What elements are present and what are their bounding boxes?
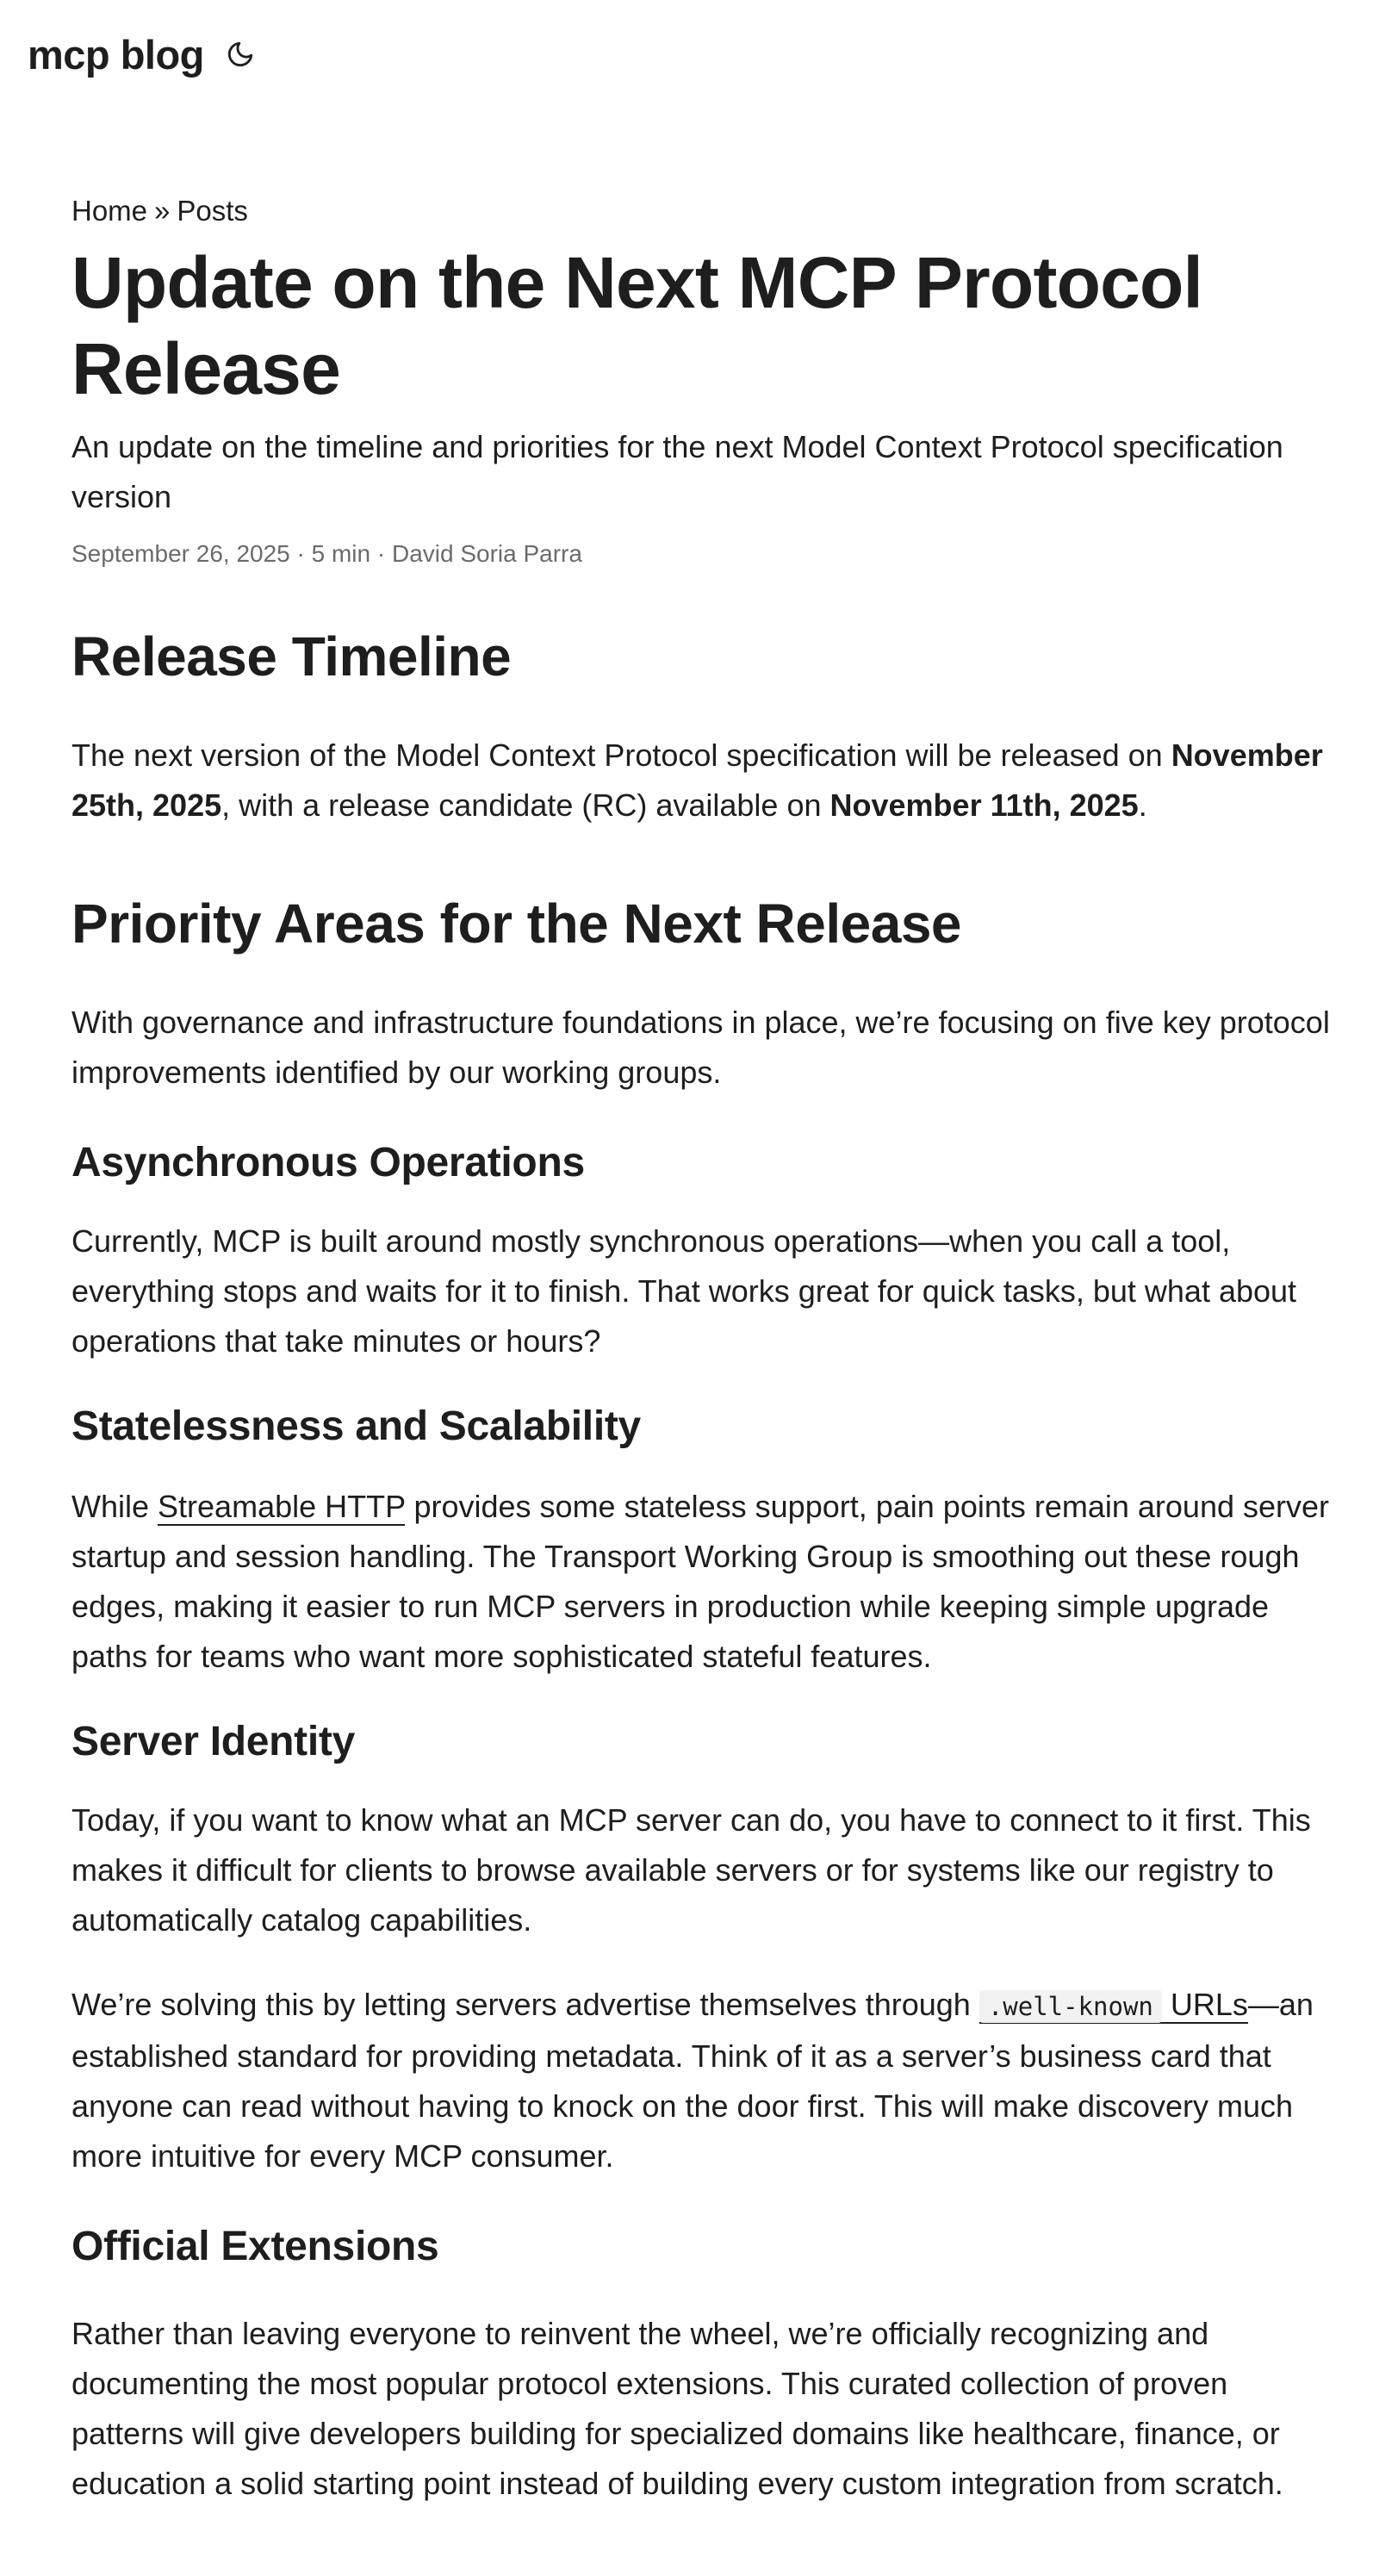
streamable-http-link[interactable]: Streamable HTTP <box>158 1489 406 1524</box>
post-meta: September 26, 2025 · 5 min · David Soria Parra <box>71 540 582 567</box>
breadcrumb <box>71 186 1346 236</box>
priority-areas-intro: With governance and infrastructure foundations in place, we’re focusing on five key protocol improvements identified by our working groups. <box>71 1005 1330 1090</box>
breadcrumb-home-link[interactable]: Home <box>71 195 148 227</box>
text-segment: provides some stateless support, pain points remain around server startup and session handling. The Transport Working Group is smoothing out these rough edges, making it easier to run MCP servers in production while keeping simple upgrade paths for teams who want more sophisticated stateful features. <box>71 1489 1330 1674</box>
text-segment: , with a release candidate (RC) available on <box>221 787 830 823</box>
site-header <box>28 24 258 84</box>
heading-release-timeline: Release Timeline <box>71 625 512 688</box>
text-segment: The next version of the Model Context Protocol specification will be released on <box>71 737 1171 773</box>
text-segment: While <box>71 1489 158 1524</box>
async-operations-paragraph: Currently, MCP is built around mostly synchronous operations—when you call a tool, everything stops and waits for it to finish. That works great for quick tasks, but what about operations that take minutes or hours? <box>71 1223 1297 1359</box>
post-description: An update on the timeline and priorities for the next Model Context Protocol specification version <box>71 429 1283 514</box>
well-known-urls-link[interactable] <box>979 1987 1248 2024</box>
heading-priority-areas: Priority Areas for the Next Release <box>71 893 961 955</box>
text-segment: —an established standard for providing metadata. Think of it as a server’s business card that anyone can read without having to knock on the door first. This will make discovery much more intuitive for every MCP consumer. <box>71 1987 1314 2174</box>
official-extensions-paragraph: Rather than leaving everyone to reinvent the wheel, we’re officially recognizing and documenting the most popular protocol extensions. This curated collection of proven patterns will give developers building for specialized domains like healthcare, finance, or education a solid starting point instead of building every custom integration from scratch. <box>71 2316 1283 2501</box>
release-timeline-paragraph <box>71 731 1346 831</box>
breadcrumb-posts-link[interactable]: Posts <box>177 195 248 227</box>
server-identity-paragraph-2 <box>71 1980 1346 2181</box>
rc-date: November 11th, 2025 <box>829 787 1139 823</box>
post-article <box>71 186 1346 2509</box>
release-date: November 25th, 2025 <box>71 737 1323 823</box>
text-segment: . <box>1138 787 1147 823</box>
site-logo-link[interactable]: mcp blog <box>28 31 204 78</box>
well-known-code: .well-known <box>979 1990 1162 2023</box>
moon-icon <box>226 40 255 69</box>
urls-link-text: URLs <box>1161 1987 1248 2022</box>
heading-official-extensions: Official Extensions <box>71 2224 439 2269</box>
breadcrumb-separator: » <box>154 195 171 227</box>
post-title: Update on the Next MCP Protocol Release <box>71 242 1203 409</box>
heading-statelessness: Statelessness and Scalability <box>71 1403 641 1449</box>
server-identity-paragraph-1: Today, if you want to know what an MCP server can do, you have to connect to it first. This makes it difficult for clients to browse available servers or for systems like our registry to automatically catalog capabilities. <box>71 1802 1311 1938</box>
statelessness-paragraph <box>71 1482 1346 1682</box>
heading-async-operations: Asynchronous Operations <box>71 1140 585 1185</box>
text-segment: We’re solving this by letting servers advertise themselves through <box>71 1987 979 2022</box>
heading-server-identity: Server Identity <box>71 1719 355 1764</box>
theme-toggle-button[interactable] <box>223 37 258 72</box>
